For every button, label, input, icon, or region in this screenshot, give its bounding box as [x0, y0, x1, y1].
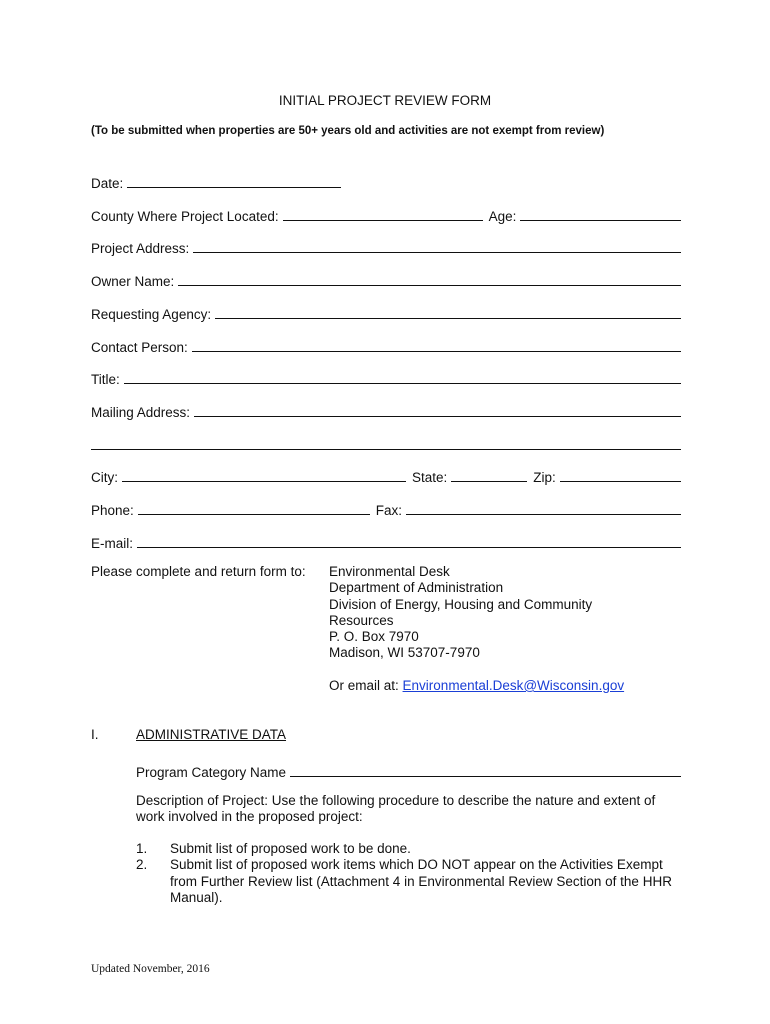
- state-label: State:: [412, 470, 448, 485]
- address-line: Division of Energy, Housing and Community: [329, 596, 593, 612]
- form-subtitle: (To be submitted when properties are 50+ years old and activities are not exempt from review): [91, 125, 605, 137]
- footer-updated: Updated November, 2016: [91, 963, 210, 975]
- city-field[interactable]: [122, 480, 406, 482]
- age-field[interactable]: [520, 219, 681, 221]
- county-field[interactable]: [283, 219, 483, 221]
- title-field[interactable]: [124, 382, 681, 384]
- date-label: Date:: [91, 176, 124, 191]
- address-line: Department of Administration: [329, 580, 504, 596]
- fax-label: Fax:: [375, 503, 403, 518]
- program-category-row: [136, 760, 681, 780]
- email-field[interactable]: [137, 546, 681, 548]
- owner-name-label: Owner Name:: [91, 274, 175, 289]
- fax-field[interactable]: [406, 513, 681, 515]
- email-prefix: Or email at:: [329, 678, 399, 693]
- address-line: P. O. Box 7970: [329, 629, 419, 645]
- form-title: INITIAL PROJECT REVIEW FORM: [278, 93, 492, 108]
- list-item: [136, 857, 681, 906]
- mailing-address-field-2[interactable]: [91, 448, 681, 450]
- project-description: Description of Project: Use the following procedure to describe the nature and extent of work involved in the proposed project:: [136, 793, 656, 825]
- county-label: County Where Project Located:: [91, 209, 279, 224]
- email-row: [91, 531, 681, 551]
- section-title: ADMINISTRATIVE DATA: [136, 727, 287, 742]
- title-label: Title:: [91, 372, 120, 387]
- list-item-text: Submit list of proposed work to be done.: [170, 841, 411, 856]
- program-category-label: Program Category Name: [136, 765, 287, 780]
- project-address-label: Project Address:: [91, 241, 190, 256]
- mailing-address-row: [91, 400, 681, 420]
- project-address-row: [91, 236, 681, 256]
- mailing-address-label: Mailing Address:: [91, 405, 191, 420]
- mailing-address-field[interactable]: [194, 415, 681, 417]
- address-line: Environmental Desk: [329, 564, 450, 579]
- requesting-agency-label: Requesting Agency:: [91, 307, 212, 322]
- county-age-row: [91, 204, 681, 224]
- phone-fax-row: [91, 498, 681, 518]
- city-state-zip-row: [91, 465, 681, 485]
- state-field[interactable]: [451, 480, 527, 482]
- requesting-agency-field[interactable]: [215, 317, 681, 319]
- contact-person-field[interactable]: [192, 350, 681, 352]
- phone-label: Phone:: [91, 503, 134, 518]
- mailing-address-row-2: [91, 433, 681, 453]
- list-item-text: Submit list of proposed work items which DO NOT appear on the Activities Exempt from Further Review list (Attachment 4 in Environmental Review Section of the HHR Manual).: [170, 857, 672, 905]
- zip-field[interactable]: [560, 480, 681, 482]
- requesting-agency-row: [91, 302, 681, 322]
- date-row: [91, 171, 681, 191]
- title-row: [91, 367, 681, 387]
- address-line: Resources: [329, 612, 394, 628]
- project-address-field[interactable]: [193, 251, 681, 253]
- contact-person-row: [91, 335, 681, 355]
- contact-person-label: Contact Person:: [91, 340, 188, 355]
- age-label: Age:: [488, 209, 517, 224]
- program-category-field[interactable]: [290, 775, 681, 777]
- phone-field[interactable]: [138, 513, 370, 515]
- procedure-list: [136, 841, 681, 906]
- list-item: [136, 841, 681, 857]
- zip-label: Zip:: [533, 470, 556, 485]
- list-item-number: 1.: [136, 841, 148, 856]
- email-link[interactable]: Environmental.Desk@Wisconsin.gov: [402, 678, 625, 693]
- date-field[interactable]: [127, 186, 341, 188]
- return-label: Please complete and return form to:: [91, 564, 306, 579]
- owner-name-row: [91, 269, 681, 289]
- section-number: I.: [91, 727, 99, 742]
- list-item-number: 2.: [136, 857, 148, 873]
- return-email: [329, 678, 624, 693]
- city-label: City:: [91, 470, 118, 485]
- return-address: [329, 564, 659, 662]
- address-line: Madison, WI 53707-7970: [329, 645, 480, 661]
- owner-name-field[interactable]: [178, 284, 681, 286]
- email-label: E-mail:: [91, 536, 134, 551]
